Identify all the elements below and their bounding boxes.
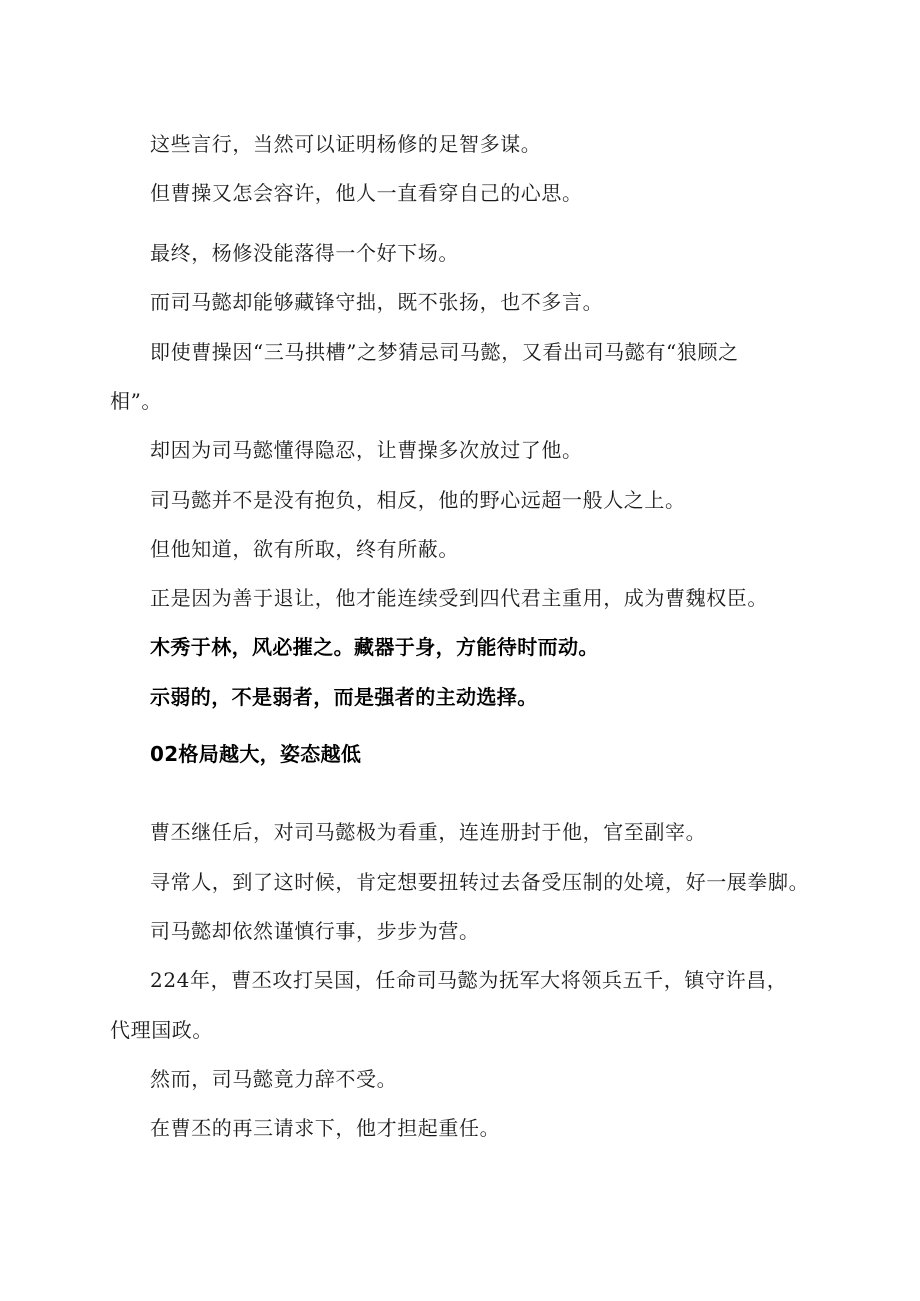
paragraph-line: 224年，曹丕攻打吴国，任命司马懿为抚军大将领兵五千，镇守许昌，: [150, 968, 788, 992]
paragraph-line: 代理国政。: [110, 1018, 213, 1042]
paragraph-line: 司马懿并不是没有抱负，相反，他的野心远超一般人之上。: [150, 488, 686, 512]
bold-quote-line: 示弱的，不是弱者，而是强者的主动选择。: [150, 685, 538, 709]
paragraph-line: 司马懿却依然谨慎行事，步步为营。: [150, 919, 480, 943]
paragraph-line: 但曹操又怎会容许，他人一直看穿自己的心思。: [150, 181, 583, 205]
paragraph-line: 相”。: [110, 389, 163, 413]
paragraph-line: 正是因为善于退让，他才能连续受到四代君主重用，成为曹魏权臣。: [150, 586, 768, 610]
bold-quote-line: 木秀于林，风必摧之。藏器于身，方能待时而动。: [150, 635, 599, 659]
paragraph-line: 在曹丕的再三请求下，他才担起重任。: [150, 1116, 501, 1140]
section-heading: 02格局越大，姿态越低: [150, 742, 362, 766]
paragraph-line: 而司马懿却能够藏锋守拙，既不张扬，也不多言。: [150, 290, 604, 314]
paragraph-line: 寻常人，到了这时候，肯定想要扭转过去备受压制的处境，好一展拳脚。: [150, 870, 810, 894]
paragraph-line: 即使曹操因“三马拱槽”之梦猜忌司马懿，又看出司马懿有“狼顾之: [150, 340, 739, 364]
paragraph-line: 最终，杨修没能落得一个好下场。: [150, 241, 459, 265]
paragraph-line: 但他知道，欲有所取，终有所蔽。: [150, 537, 459, 561]
paragraph-line: 曹丕继任后，对司马懿极为看重，连连册封于他，官至副宰。: [150, 820, 707, 844]
paragraph-line: 然而，司马懿竟力辞不受。: [150, 1067, 398, 1091]
paragraph-line: 却因为司马懿懂得隐忍，让曹操多次放过了他。: [150, 438, 583, 462]
paragraph-line: 这些言行，当然可以证明杨修的足智多谋。: [150, 132, 542, 156]
